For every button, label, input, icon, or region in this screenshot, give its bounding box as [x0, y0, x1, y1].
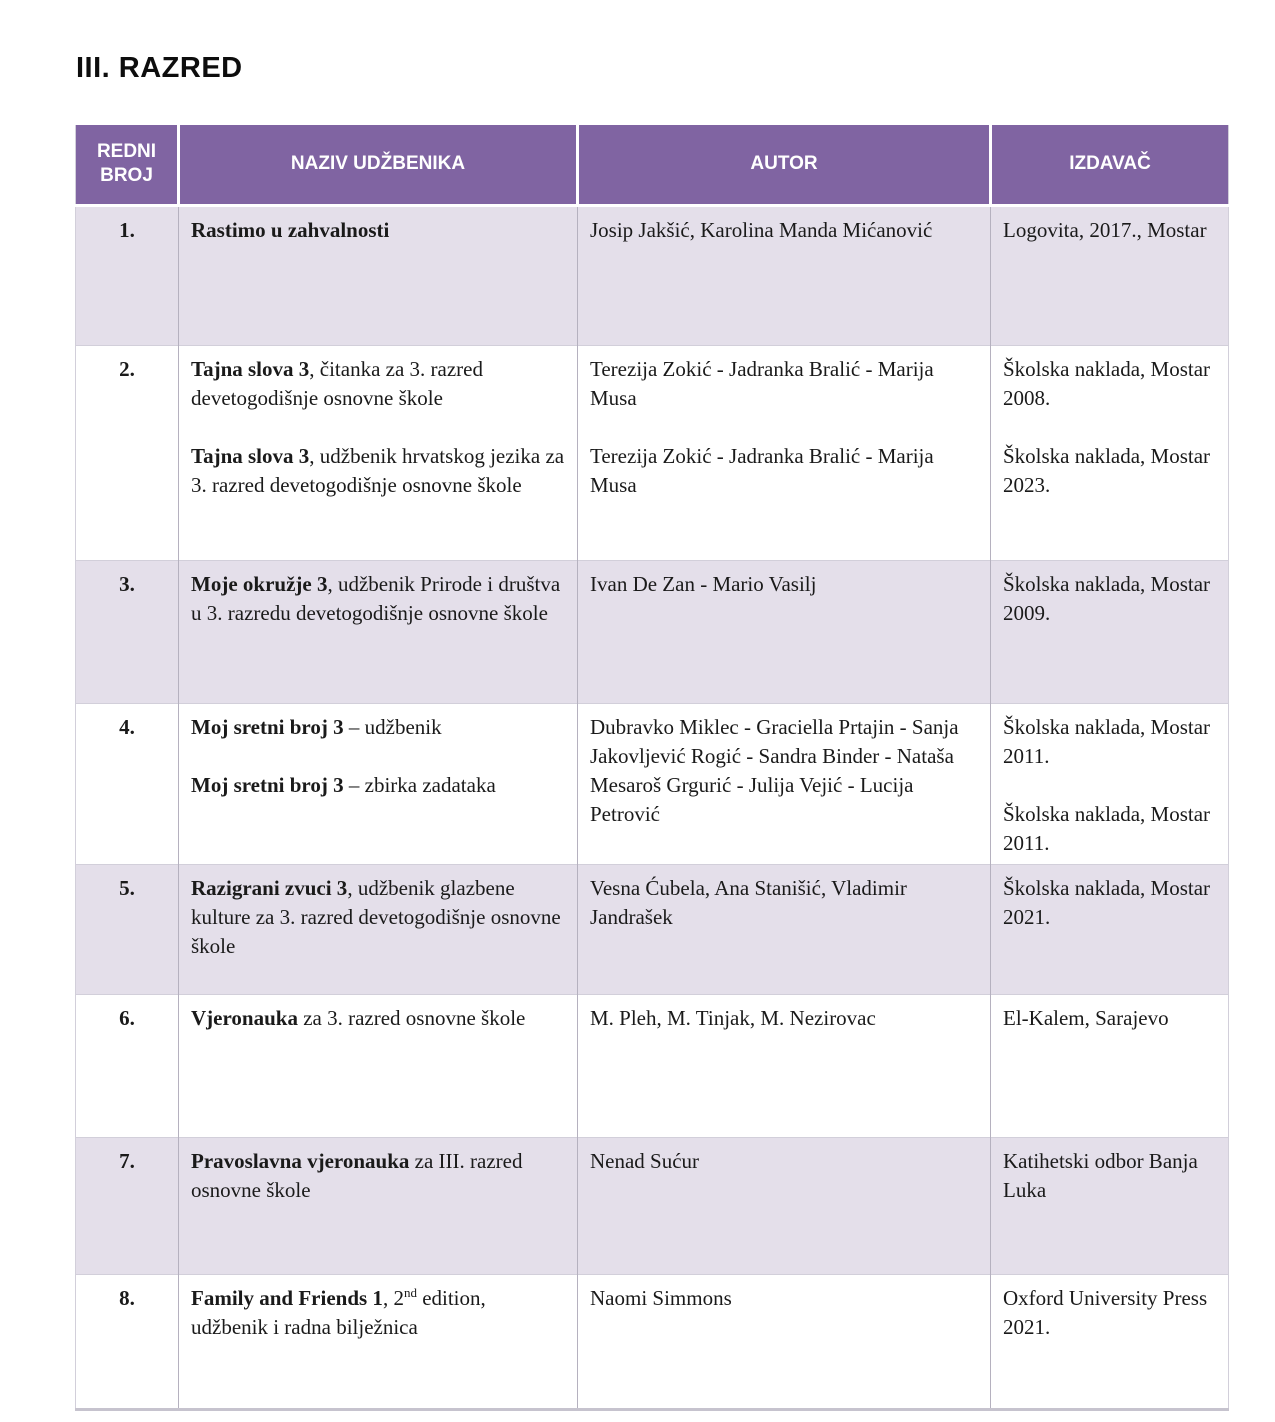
table-row	[76, 560, 1229, 703]
publisher-cell: Logovita, 2017., Mostar	[991, 205, 1229, 345]
table-row	[76, 1274, 1229, 1409]
textbook-title-cell: Moje okružje 3, udžbenik Prirode i društva u 3. razredu devetogodišnje osnovne škole	[179, 560, 578, 703]
textbook-title-cell: Family and Friends 1, 2nd edition, udžbenik i radna bilježnica	[179, 1274, 578, 1409]
textbook-title-cell: Tajna slova 3, čitanka za 3. razred devetogodišnje osnovne škole Tajna slova 3, udžbenik hrvatskog jezika za 3. razred devetogodišnje osnovne škole	[179, 345, 578, 560]
textbook-title-cell: Razigrani zvuci 3, udžbenik glazbene kulture za 3. razred devetogodišnje osnovne škole	[179, 864, 578, 994]
row-number-cell: 1.	[76, 205, 179, 345]
publisher-cell: Školska naklada, Mostar 2021.	[991, 864, 1229, 994]
page-title: III. RAZRED	[76, 52, 243, 84]
table-row	[76, 345, 1229, 560]
publisher-cell: Školska naklada, Mostar 2009.	[991, 560, 1229, 703]
table-row	[76, 864, 1229, 994]
table-row	[76, 205, 1229, 345]
header-autor: AUTOR	[578, 125, 991, 205]
row-number-cell: 5.	[76, 864, 179, 994]
textbook-title-cell: Moj sretni broj 3 – udžbenik Moj sretni broj 3 – zbirka zadataka	[179, 703, 578, 864]
publisher-cell: Oxford University Press 2021.	[991, 1274, 1229, 1409]
row-number-cell: 7.	[76, 1137, 179, 1274]
author-cell: M. Pleh, M. Tinjak, M. Nezirovac	[578, 994, 991, 1137]
author-cell: Naomi Simmons	[578, 1274, 991, 1409]
textbook-title-cell: Vjeronauka za 3. razred osnovne škole	[179, 994, 578, 1137]
table-header-row	[76, 125, 1229, 205]
table-row	[76, 1137, 1229, 1274]
header-naziv-udzbenika: NAZIV UDŽBENIKA	[179, 125, 578, 205]
table-header	[76, 125, 1229, 205]
author-cell: Nenad Sućur	[578, 1137, 991, 1274]
author-cell: Terezija Zokić - Jadranka Bralić - Marija Musa Terezija Zokić - Jadranka Bralić - Marija Musa	[578, 345, 991, 560]
textbook-title-cell: Pravoslavna vjeronauka za III. razred osnovne škole	[179, 1137, 578, 1274]
table-body	[76, 205, 1229, 1409]
author-cell: Dubravko Miklec - Graciella Prtajin - Sanja Jakovljević Rogić - Sandra Binder - Nataša Mesaroš Grgurić - Julija Vejić - Lucija Petrović	[578, 703, 991, 864]
row-number-cell: 3.	[76, 560, 179, 703]
author-cell: Vesna Ćubela, Ana Stanišić, Vladimir Jandrašek	[578, 864, 991, 994]
textbook-table	[75, 125, 1229, 1411]
row-number-cell: 4.	[76, 703, 179, 864]
publisher-cell: Školska naklada, Mostar 2011. Školska naklada, Mostar 2011.	[991, 703, 1229, 864]
author-cell: Ivan De Zan - Mario Vasilj	[578, 560, 991, 703]
row-number-cell: 8.	[76, 1274, 179, 1409]
table-row	[76, 994, 1229, 1137]
table-row	[76, 703, 1229, 864]
publisher-cell: El-Kalem, Sarajevo	[991, 994, 1229, 1137]
header-redni-broj: REDNI BROJ	[76, 125, 179, 205]
publisher-cell: Katihetski odbor Banja Luka	[991, 1137, 1229, 1274]
row-number-cell: 2.	[76, 345, 179, 560]
publisher-cell: Školska naklada, Mostar 2008. Školska naklada, Mostar 2023.	[991, 345, 1229, 560]
row-number-cell: 6.	[76, 994, 179, 1137]
header-izdavac: IZDAVAČ	[991, 125, 1229, 205]
textbook-title-cell: Rastimo u zahvalnosti	[179, 205, 578, 345]
author-cell: Josip Jakšić, Karolina Manda Mićanović	[578, 205, 991, 345]
